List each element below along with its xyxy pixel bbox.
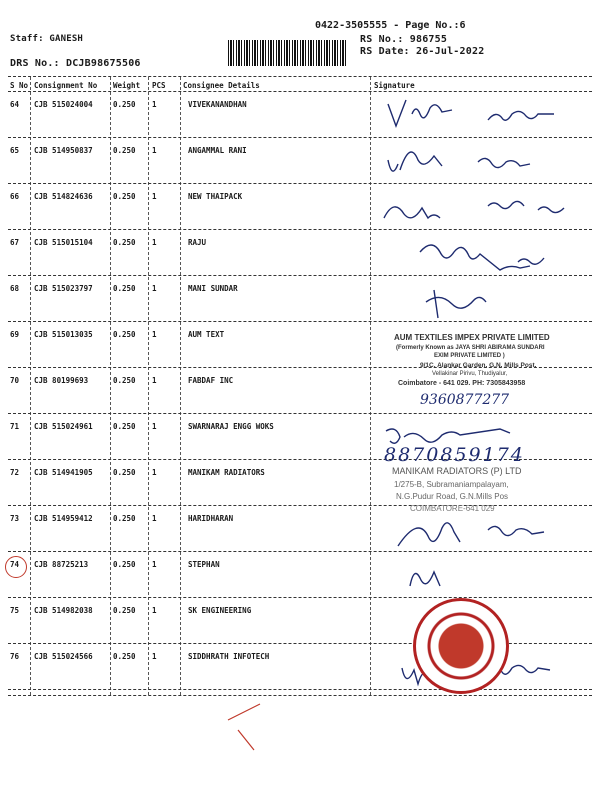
row-consignee: RAJU (188, 238, 207, 247)
row-weight: 0.250 (113, 284, 136, 293)
header-top-rule (8, 76, 592, 77)
barcode (228, 40, 348, 66)
row-consignee: ANGAMMAL RANI (188, 146, 247, 155)
row-pcs: 1 (152, 238, 157, 247)
handwritten-phone-70: 9360877277 (420, 392, 510, 408)
row-consignee: SWARNARAJ ENGG WOKS (188, 422, 274, 431)
row-sno: 68 (10, 284, 20, 293)
row-pcs: 1 (152, 192, 157, 201)
aum-stamp-line3: EXIM PRIVATE LIMITED ) (434, 353, 505, 359)
signature-66 (378, 186, 578, 232)
manikam-stamp-line2: 1/275-B, Subramaniampalayam, (394, 480, 509, 489)
signature-64 (378, 92, 578, 138)
row-consignment-no: CJB 515023797 (34, 284, 93, 293)
row-consignment-no: CJB 80199693 (34, 376, 89, 385)
row-weight: 0.250 (113, 560, 136, 569)
col-consignee: Consignee Details (183, 81, 260, 90)
row-sno: 65 (10, 146, 20, 155)
row-consignment-no: CJB 515024566 (34, 652, 93, 661)
signature-74 (378, 556, 578, 602)
col-pcs: PCS (152, 81, 166, 90)
stray-pen-mark (220, 700, 280, 760)
row-consignment-no: CJB 514959412 (34, 514, 93, 523)
row-sno: 66 (10, 192, 20, 201)
col-signature: Signature (374, 81, 415, 90)
row-weight: 0.250 (113, 100, 136, 109)
aum-stamp-line1: AUM TEXTILES IMPEX PRIVATE LIMITED (394, 333, 550, 342)
sk-engineering-seal (413, 598, 509, 694)
col-weight: Weight (113, 81, 141, 90)
row-consignment-no: CJB 515013035 (34, 330, 93, 339)
row-consignment-no: CJB 514982038 (34, 606, 93, 615)
row-sno: 64 (10, 100, 20, 109)
manikam-stamp-line4: COIMBATORE-641 029 (410, 504, 495, 513)
row-consignee: SK ENGINEERING (188, 606, 252, 615)
manikam-stamp-line3: N.G.Pudur Road, G.N.Mills Pos (396, 492, 509, 501)
phone-page-no: 0422-3505555 - Page No.:6 (315, 20, 466, 31)
row-pcs: 1 (152, 100, 157, 109)
row-pcs: 1 (152, 606, 157, 615)
row-weight: 0.250 (113, 468, 136, 477)
table-row (0, 368, 600, 414)
row-weight: 0.250 (113, 146, 136, 155)
row-sno: 73 (10, 514, 20, 523)
row-pcs: 1 (152, 330, 157, 339)
row-weight: 0.250 (113, 192, 136, 201)
row-weight: 0.250 (113, 652, 136, 661)
row-consignee: NEW THAIPACK (188, 192, 243, 201)
row-weight: 0.250 (113, 376, 136, 385)
col-sno: S No (10, 81, 29, 90)
row-consignment-no: CJB 88725213 (34, 560, 89, 569)
row-pcs: 1 (152, 652, 157, 661)
row-weight: 0.250 (113, 330, 136, 339)
row-consignee: MANI SUNDAR (188, 284, 238, 293)
row-pcs: 1 (152, 284, 157, 293)
row-consignment-no: CJB 515015104 (34, 238, 93, 247)
row-consignment-no: CJB 515024961 (34, 422, 93, 431)
row-pcs: 1 (152, 560, 157, 569)
row-consignment-no: CJB 514950837 (34, 146, 93, 155)
rs-no: RS No.: 986755 (360, 34, 448, 45)
table-row (0, 598, 600, 644)
row-weight: 0.250 (113, 514, 136, 523)
row-sno: 76 (10, 652, 20, 661)
row-sno: 67 (10, 238, 20, 247)
row-consignee: STEPHAN (188, 560, 220, 569)
row-sno: 70 (10, 376, 20, 385)
row-consignment-no: CJB 515024004 (34, 100, 93, 109)
row-consignment-no: CJB 514941905 (34, 468, 93, 477)
rs-date: RS Date: 26-Jul-2022 (360, 46, 485, 57)
row-pcs: 1 (152, 514, 157, 523)
row-weight: 0.250 (113, 606, 136, 615)
row-consignment-no: CJB 514824636 (34, 192, 93, 201)
hand-drawn-circle (5, 556, 27, 578)
row-sno: 75 (10, 606, 20, 615)
aum-stamp-line6: Coimbatore - 641 029. PH: 7305843958 (398, 380, 526, 387)
row-sno: 74 (10, 560, 20, 569)
handwritten-phone-71: 8870859174 (384, 444, 525, 466)
aum-stamp-line5: Vellakinar Pirivu, Thudiyalur, (432, 371, 508, 377)
row-pcs: 1 (152, 422, 157, 431)
row-consignee: MANIKAM RADIATORS (188, 468, 265, 477)
row-consignee: SIDDHRATH INFOTECH (188, 652, 270, 661)
aum-stamp-line2: (Formerly Known as JAYA SHRI ABIRAMA SUNDARI (396, 345, 545, 351)
signature-68 (378, 278, 578, 324)
manikam-stamp-line1: MANIKAM RADIATORS (P) LTD (392, 466, 522, 476)
row-weight: 0.250 (113, 422, 136, 431)
aum-stamp-line4: 9/1C, Alankar Garden, G.N. Mills Post, (420, 362, 537, 369)
signature-67 (378, 232, 578, 278)
row-sno: 71 (10, 422, 20, 431)
row-consignee: FABDAF INC (188, 376, 234, 385)
signature-73 (378, 510, 578, 556)
row-pcs: 1 (152, 376, 157, 385)
table-bottom-rule (8, 695, 592, 696)
row-weight: 0.250 (113, 238, 136, 247)
row-pcs: 1 (152, 468, 157, 477)
drs-no: DRS No.: DCJB98675506 (10, 58, 141, 69)
staff-label: Staff: (10, 34, 44, 44)
row-sno: 72 (10, 468, 20, 477)
row-consignee: VIVEKANANDHAN (188, 100, 247, 109)
row-consignee: AUM TEXT (188, 330, 225, 339)
signature-65 (378, 140, 578, 186)
staff-name: GANESH (49, 34, 84, 44)
row-sno: 69 (10, 330, 20, 339)
row-pcs: 1 (152, 146, 157, 155)
staff-name-line (10, 34, 83, 44)
row-consignee: HARIDHARAN (188, 514, 234, 523)
col-consignment: Consignment No (34, 81, 98, 90)
